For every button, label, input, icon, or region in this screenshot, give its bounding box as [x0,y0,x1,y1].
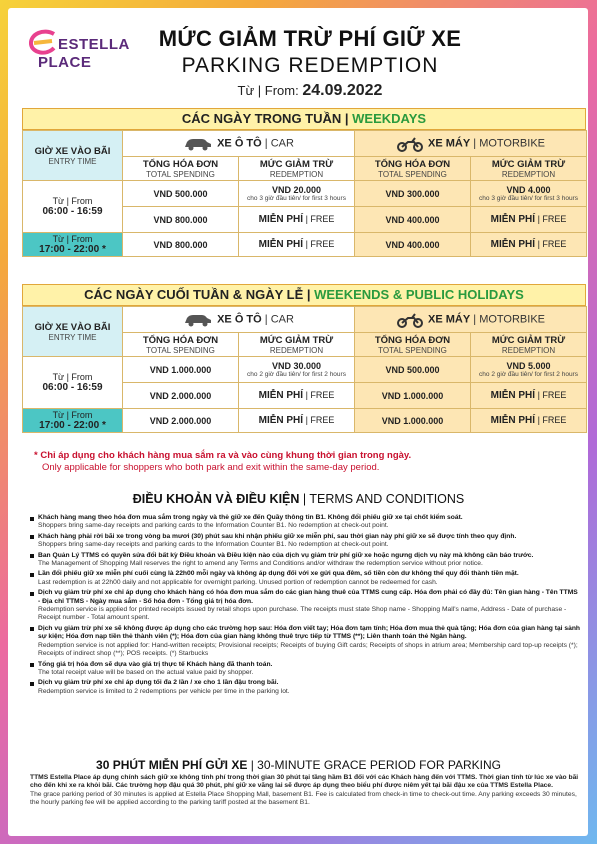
motorbike-icon [396,312,424,328]
list-item: Khách hàng phải rời bãi xe trong vòng ba mươi (30) phút sau khi nhận phiếu giữ xe miễn phí, sau thời gian này phí giữ xe sẽ được tính theo quy định. Shoppers bring same-day receipts and parking cards to the Information Counter B1. No redemption at check-out point. [30,533,580,550]
weekdays-table: CÁC NGÀY TRONG TUẦN | WEEKDAYS GIỜ XE VÀO BÃI ENTRY TIME XE Ô TÔ | CAR XE MÁY | MOTORBIKE TỔNG HÓA ĐƠN TOTAL SPENDING MỨC GIẢM TRỪ REDEMPTION TỔNG HÓA ĐƠN TOTAL SPENDING MỨC GIẢM TRỪ REDEMPTION Từ | From 06:00 - 16:59 VND 500.000 VND 20.000 cho 3 giờ đầu tiên/ for first 3 hours VND 300.000 VND 4.000 cho 3 giờ đầu tiên/ for first 3 hours VND 800.000 MIỄN PHÍ | FREE VND 400.000 MIỄN PHÍ | FREE Từ | From 17:00 - 22:00 * VND 800.000 MIỄN PHÍ | FREE VND 400.000 MIỄN PHÍ | FREE [22,108,586,257]
grace-period-heading: 30 PHÚT MIỄN PHÍ GỬI XE | 30-MINUTE GRACE PERIOD FOR PARKING [96,758,501,772]
title-vietnamese: MỨC GIẢM TRỪ PHÍ GIỮ XE [158,26,462,51]
from-label: Từ | From: [237,83,299,98]
list-item: Ban Quản Lý TTMS có quyền sửa đổi bất kỳ Điều khoản và Điều kiện nào của dịch vụ giảm trừ phí giữ xe hoặc ngưng dịch vụ này mà không cần báo trước. The Management of Shopping Mall reserves the right to amend any Terms and Conditions and/or withdraw the redemption service without prior notice. [30,552,580,569]
entry-time-evening: Từ | From 17:00 - 22:00 * [23,233,123,257]
entry-time-evening: Từ | From 17:00 - 22:00 * [23,409,123,433]
terms-list [30,514,580,698]
car-header: XE Ô TÔ | CAR [123,131,355,157]
entry-time-day: Từ | From 06:00 - 16:59 [23,357,123,409]
grace-period-text: TTMS Estella Place áp dụng chính sách giữ xe không tính phí trong thời gian 30 phút tại tầng hầm B1 đối với các Khách hàng đến với TTMS. Thời gian tính từ lúc xe vào bãi cho đến khi xe ra khỏi bãi. Các trường hợp đậu quá 30 phút, phí giữ xe vãng lai sẽ được áp dụng theo biểu phí được niêm yết tại bãi đậu xe của TTMS Estella Place. The grace parking period of 30 minutes is applied at Estella Place Shopping Mall, basement B1. Fee is calculated from check-in time to check-out time. Any parking exceeds 30 minutes, the hourly parking fee will be applied according to the parking tariff posted at the basement B1. [30,774,579,807]
table-row: VND 800.000 MIỄN PHÍ | FREE VND 400.000 MIỄN PHÍ | FREE [23,207,587,233]
estella-place-logo [22,24,132,92]
logo-text-line1: ESTELLA [58,36,130,53]
entry-time-header: GIỜ XE VÀO BÃI ENTRY TIME [23,131,123,181]
car-icon [183,313,213,327]
entry-time-day: Từ | From 06:00 - 16:59 [23,181,123,233]
table-row: Từ | From 17:00 - 22:00 * VND 2.000.000 MIỄN PHÍ | FREE VND 1.000.000 MIỄN PHÍ | FREE [23,409,587,433]
table-row: Từ | From 06:00 - 16:59 VND 500.000 VND 20.000 cho 3 giờ đầu tiên/ for first 3 hours VND 300.000 VND 4.000 cho 3 giờ đầu tiên/ for first 3 hours [23,181,587,207]
effective-date [130,82,490,100]
entry-time-header: GIỜ XE VÀO BÃI ENTRY TIME [23,307,123,357]
list-item: Lần đổi phiếu giữ xe miễn phí cuối cùng là 22h00 mỗi ngày và không áp dụng đối với xe gửi qua đêm, số tiền còn dư không thể quy đổi thành tiền mặt. Last redemption is at 22h00 daily and not applicable for overnight parking. Unused portion of redemption cannot be redeemed for cash. [30,570,580,587]
motorbike-header: XE MÁY | MOTORBIKE [355,307,587,333]
list-item: Khách hàng mang theo hóa đơn mua sắm trong ngày và thẻ giữ xe đến Quầy thông tin B1. Không đổi phiếu giữ xe tại chốt kiểm soát. Shoppers bring same-day receipts and parking cards to the Information Counter B1. No redemption at check-out point. [30,514,580,531]
list-item: Dịch vụ giảm trừ phí xe chỉ áp dụng tối đa 2 lần / xe cho 1 lần đậu trong bãi. Redemption service is limited to 2 redemptions per vehicle per time in the parking lot. [30,679,580,696]
motorbike-header: XE MÁY | MOTORBIKE [355,131,587,157]
list-item: Tổng giá trị hóa đơn sẽ dựa vào giá trị thực tế Khách hàng đã thanh toán. The total receipt value will be based on the actual value paid by shopper. [30,661,580,678]
motorbike-icon [396,136,424,152]
table-row: VND 2.000.000 MIỄN PHÍ | FREE VND 1.000.000 MIỄN PHÍ | FREE [23,383,587,409]
weekends-heading: CÁC NGÀY CUỐI TUẦN & NGÀY LỄ | WEEKENDS & PUBLIC HOLIDAYS [22,284,586,306]
car-icon [183,137,213,151]
weekdays-heading: CÁC NGÀY TRONG TUẦN | WEEKDAYS [22,108,586,130]
terms-heading: ĐIỀU KHOẢN VÀ ĐIỀU KIỆN | TERMS AND CONDITIONS [132,492,465,506]
weekends-table: CÁC NGÀY CUỐI TUẦN & NGÀY LỄ | WEEKENDS & PUBLIC HOLIDAYS GIỜ XE VÀO BÃI ENTRY TIME XE Ô TÔ | CAR XE MÁY | MOTORBIKE TỔNG HÓA ĐƠN TOTAL SPENDING MỨC GIẢM TRỪ REDEMPTION TỔNG HÓA ĐƠN TOTAL SPENDING MỨC GIẢM TRỪ REDEMPTION Từ | From 06:00 - 16:59 VND 1.000.000 VND 30.000 cho 2 giờ đầu tiên/ for first 2 hours VND 500.000 VND 5.000 cho 2 giờ đầu tiên/ for first 2 hours VND 2.000.000 MIỄN PHÍ | FREE VND 1.000.000 MIỄN PHÍ | FREE Từ | From 17:00 - 22:00 * VND 2.000.000 MIỄN PHÍ | FREE VND 1.000.000 MIỄN PHÍ | FREE [22,284,586,433]
table-row: Từ | From 17:00 - 22:00 * VND 800.000 MIỄN PHÍ | FREE VND 400.000 MIỄN PHÍ | FREE [23,233,587,257]
same-day-note: * Chỉ áp dụng cho khách hàng mua sắm ra và vào cùng khung thời gian trong ngày. Only applicable for shoppers who both park and exit within the same-day period. [34,450,412,473]
logo-text-line2: PLACE [38,54,92,71]
car-header: XE Ô TÔ | CAR [123,307,355,333]
from-date: 24.09.2022 [302,82,383,99]
table-row: Từ | From 06:00 - 16:59 VND 1.000.000 VND 30.000 cho 2 giờ đầu tiên/ for first 2 hours VND 500.000 VND 5.000 cho 2 giờ đầu tiên/ for first 2 hours [23,357,587,383]
title-english: PARKING REDEMPTION [181,54,439,77]
list-item: Dịch vụ giảm trừ phí xe chỉ áp dụng cho khách hàng có hóa đơn mua sắm do các gian hàng thuê của TTMS cung cấp. Hóa đơn phải có đầy đủ: Tên gian hàng - Tên TTMS - Địa chỉ TTMS - Ngày mua sắm - Số hóa đơn - Tổng giá trị hóa đơn. Redemption service is applied for printed receipts issued by retail shops upon purchase. The receipts must state Shop name - Shopping Mall's name, Address - Date of purchase - Receipt number - Total amount spent. [30,589,580,623]
list-item: Dịch vụ giảm trừ phí xe sẽ không được áp dụng cho các trường hợp sau: Hóa đơn viết tay; Hóa đơn tạm tính; Hóa đơn mua thẻ quà tặng; Hóa đơn của gian hàng tại sảnh sự kiện; Hóa đơn nạp tiền thẻ thành viên (*); Hóa đơn của gian hàng không thuê trực tiếp từ TTMS (**); Liên thanh toán thẻ Ngân hàng. Redemption service is not applied for: Hand-written receipts; Provisional receipts; Receipts of buying Gift cards; Receipts of shops in atrium area; Membership card top-up receipts (*); Receipts of indirect shop (**); POS receipts. (*) Starbucks [30,625,580,659]
